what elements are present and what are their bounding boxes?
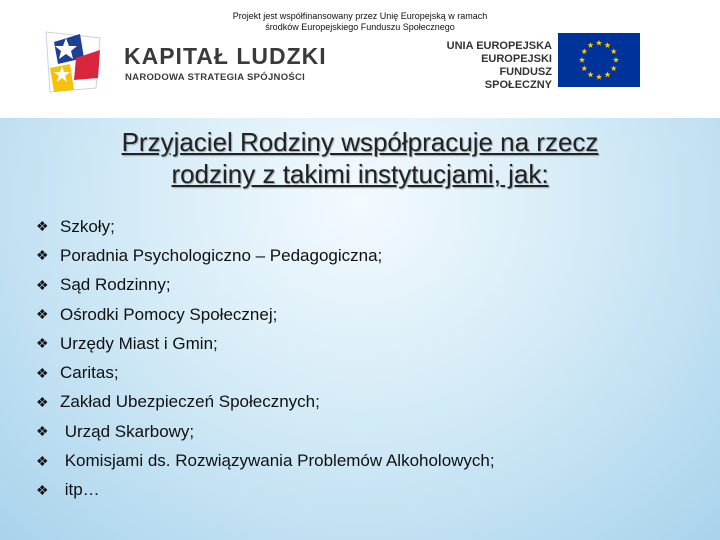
list-item xyxy=(36,241,495,270)
kapital-ludzki-emblem-icon xyxy=(40,28,106,96)
list-item-text: Komisjami ds. Rozwiązywania Problemów Alkoholowych; xyxy=(60,451,495,471)
kl-title: KAPITAŁ LUDZKI xyxy=(124,43,327,69)
diamond-bullet-icon: ❖ xyxy=(36,306,49,323)
diamond-bullet-icon: ❖ xyxy=(36,276,49,293)
list-item xyxy=(36,446,495,475)
eu-flag-icon xyxy=(558,33,640,87)
diamond-bullet-icon: ❖ xyxy=(36,423,49,440)
list-item xyxy=(36,300,495,329)
funding-line-2: środków Europejskiego Funduszu Społecznego xyxy=(265,22,455,32)
list-item xyxy=(36,271,495,300)
list-item-text: itp… xyxy=(60,480,100,500)
diamond-bullet-icon: ❖ xyxy=(36,218,49,235)
list-item-text: Sąd Rodzinny; xyxy=(60,275,171,295)
kl-subtitle: NARODOWA STRATEGIA SPÓJNOŚCI xyxy=(125,72,306,83)
diamond-bullet-icon: ❖ xyxy=(36,393,49,410)
list-item-text: Zakład Ubezpieczeń Społecznych; xyxy=(60,392,320,412)
list-item-text: Urzędy Miast i Gmin; xyxy=(60,333,218,353)
diamond-bullet-icon: ❖ xyxy=(36,335,49,352)
slide-title-line-2: rodziny z takimi instytucjami, jak: xyxy=(171,159,549,189)
funding-line-1: Projekt jest współfinansowany przez Unię Europejską w ramach xyxy=(232,11,488,21)
list-item-text: Urząd Skarbowy; xyxy=(60,421,195,441)
slide-body xyxy=(0,118,720,540)
eu-line-2: EUROPEJSKI xyxy=(481,53,552,65)
slide-title xyxy=(20,126,700,190)
list-item xyxy=(36,476,495,505)
list-item xyxy=(36,417,495,446)
diamond-bullet-icon: ❖ xyxy=(36,481,49,498)
list-item-text: Caritas; xyxy=(60,363,119,383)
eu-line-3: FUNDUSZ SPOŁECZNY xyxy=(484,66,552,91)
list-item-text: Poradnia Psychologiczno – Pedagogiczna; xyxy=(60,245,383,265)
list-item-text: Ośrodki Pomocy Społecznej; xyxy=(60,304,278,324)
header-band xyxy=(0,0,720,118)
list-item xyxy=(36,329,495,358)
diamond-bullet-icon: ❖ xyxy=(36,364,49,381)
list-item xyxy=(36,212,495,241)
diamond-bullet-icon: ❖ xyxy=(36,452,49,469)
list-item xyxy=(36,388,495,417)
list-item-text: Szkoły; xyxy=(60,216,115,236)
list-item xyxy=(36,358,495,387)
diamond-bullet-icon: ❖ xyxy=(36,247,49,264)
kapital-ludzki-logo xyxy=(40,28,340,96)
eu-line-1: UNIA EUROPEJSKA xyxy=(446,40,552,52)
slide-title-line-1: Przyjaciel Rodziny współpracuje na rzecz xyxy=(121,127,599,157)
eu-text xyxy=(434,40,552,92)
institution-list xyxy=(36,212,495,505)
